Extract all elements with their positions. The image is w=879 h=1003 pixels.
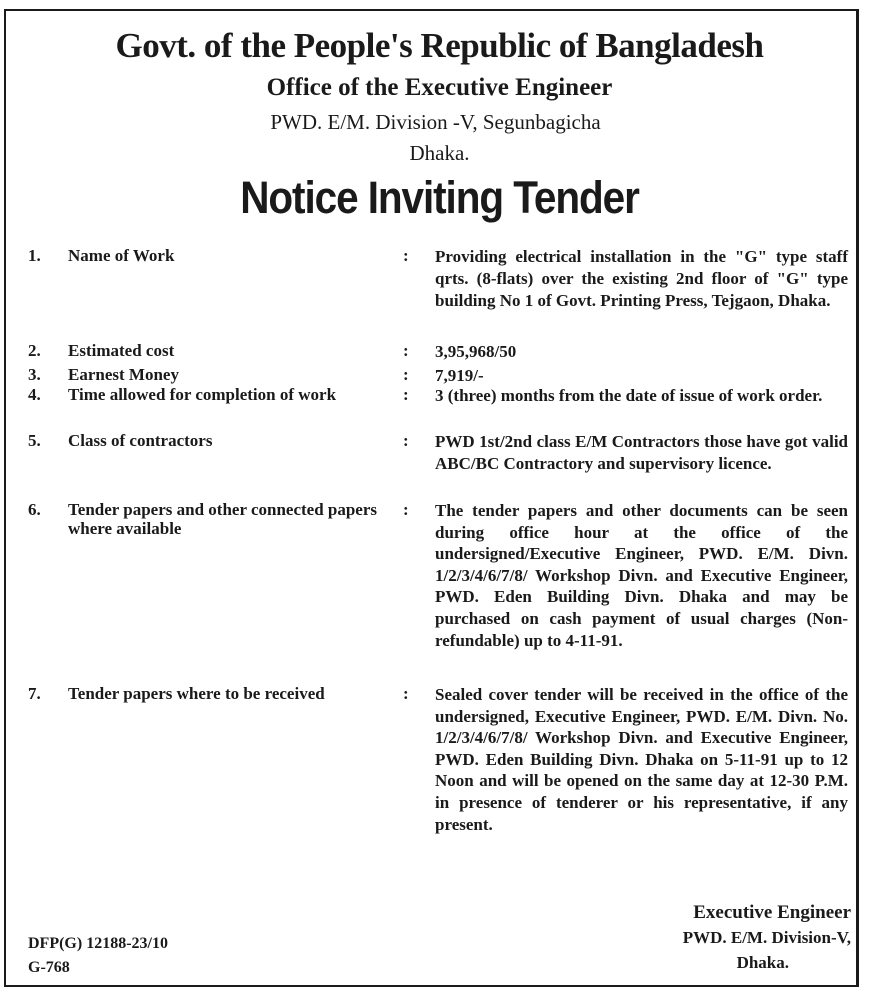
item-colon: :	[403, 385, 409, 404]
item-number: 6.	[28, 500, 41, 519]
item-number: 7.	[28, 684, 41, 703]
item-label: Name of Work	[68, 246, 175, 265]
item-number: 3.	[28, 365, 41, 384]
reference-code: G-768	[28, 959, 70, 976]
item-value: 3 (three) months from the date of issue of work order.	[435, 386, 823, 405]
signatory-city: Dhaka.	[736, 953, 789, 972]
item-colon: :	[403, 365, 409, 384]
item-number: 2.	[28, 341, 41, 360]
item-number: 5.	[28, 431, 41, 450]
item-value: Sealed cover tender will be received in the office of the undersigned, Executive Engineer, PWD. E/M. Divn. No. 1/2/3/4/6/7/8/ Workshop Divn. and Executive Engineer, PWD. Eden Building Divn. Dhaka on 5-11-91 up to 12 Noon and will be opened on the same day at 12-30 P.M. in presence of tenderer or his representative, if any present.	[435, 685, 848, 834]
item-colon: :	[403, 246, 409, 265]
item-label: Estimated cost	[68, 341, 175, 360]
signatory-division: PWD. E/M. Division-V,	[682, 928, 851, 947]
item-label: Tender papers where to be received	[68, 684, 325, 703]
item-value: PWD 1st/2nd class E/M Contractors those have got valid ABC/BC Contractory and supervisory licence.	[435, 432, 848, 473]
city-line: Dhaka.	[409, 141, 470, 165]
signatory-title: Executive Engineer	[693, 902, 851, 923]
item-colon: :	[403, 431, 409, 450]
item-label: Time allowed for completion of work	[68, 385, 337, 404]
division-line: PWD. E/M. Division -V, Segunbagicha	[270, 110, 601, 134]
item-value: The tender papers and other documents can be seen during office hour at the office of the undersigned/Executive Engineer, PWD. E/M. Divn. 1/2/3/4/6/7/8/ Workshop Divn. and Executive Engineer, PWD. Eden Building Divn. Dhaka and may be purchased on cash payment of usual charges (Non-refundable) up to 4-11-91.	[435, 501, 848, 650]
item-value: 7,919/-	[435, 366, 484, 385]
item-value: 3,95,968/50	[435, 342, 517, 361]
item-colon: :	[403, 684, 409, 703]
item-label: Earnest Money	[68, 365, 179, 384]
reference-number: DFP(G) 12188-23/10	[28, 935, 168, 952]
item-value: Providing electrical installation in the "G" type staff qrts. (8-flats) over the existing 2nd floor of "G" type building No 1 of Govt. Printing Press, Tejgaon, Dhaka.	[435, 247, 848, 310]
item-label: Class of contractors	[68, 431, 213, 450]
notice-title: Notice Inviting Tender	[240, 172, 639, 223]
item-label: Tender papers and other connected papers where available	[68, 500, 378, 538]
item-number: 1.	[28, 246, 41, 265]
item-colon: :	[403, 500, 409, 519]
item-colon: :	[403, 341, 409, 360]
office-heading: Office of the Executive Engineer	[266, 74, 613, 101]
government-heading: Govt. of the People's Republic of Bangladesh	[115, 26, 764, 65]
item-number: 4.	[28, 385, 41, 404]
